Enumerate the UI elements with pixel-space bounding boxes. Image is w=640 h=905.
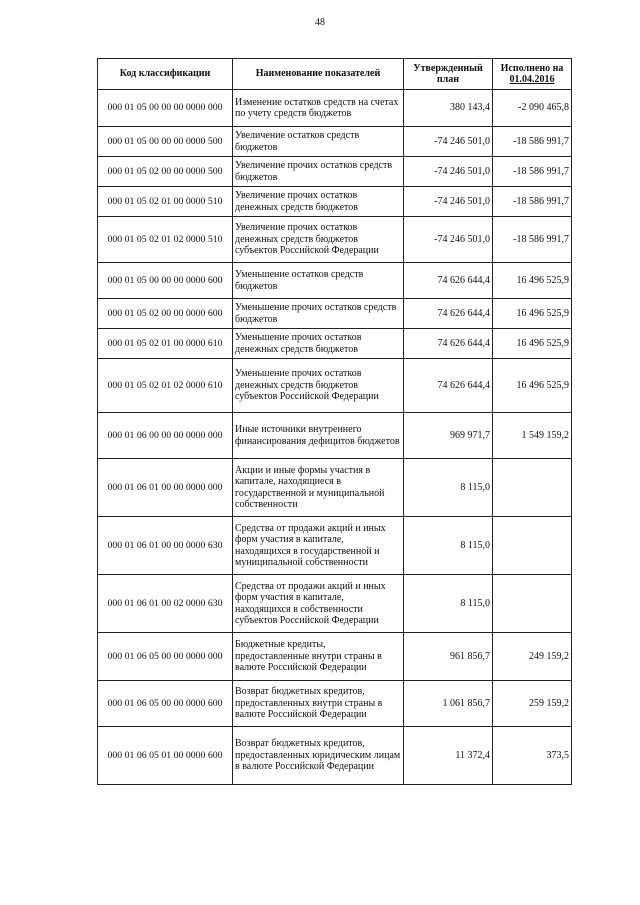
cell-name: Бюджетные кредиты, предоставленные внутри страны в валюте Российской Федерации bbox=[233, 633, 404, 681]
table-row bbox=[98, 329, 572, 359]
cell-plan: 74 626 644,4 bbox=[404, 359, 493, 413]
table-row bbox=[98, 187, 572, 217]
cell-executed: -2 090 465,8 bbox=[493, 90, 572, 127]
cell-code: 000 01 06 01 00 00 0000 630 bbox=[98, 517, 233, 575]
cell-executed: -18 586 991,7 bbox=[493, 217, 572, 263]
cell-name: Уменьшение прочих остатков денежных средств бюджетов субъектов Российской Федерации bbox=[233, 359, 404, 413]
cell-name: Уменьшение прочих остатков денежных средств бюджетов bbox=[233, 329, 404, 359]
cell-executed: 373,5 bbox=[493, 727, 572, 785]
table-row bbox=[98, 263, 572, 299]
table-row bbox=[98, 359, 572, 413]
table-row bbox=[98, 90, 572, 127]
cell-code: 000 01 05 02 00 00 0000 500 bbox=[98, 157, 233, 187]
table-row bbox=[98, 517, 572, 575]
table-row bbox=[98, 681, 572, 727]
cell-code: 000 01 06 05 00 00 0000 600 bbox=[98, 681, 233, 727]
cell-executed: -18 586 991,7 bbox=[493, 127, 572, 157]
cell-code: 000 01 05 00 00 00 0000 500 bbox=[98, 127, 233, 157]
header-executed bbox=[493, 59, 572, 90]
cell-plan: 74 626 644,4 bbox=[404, 329, 493, 359]
cell-code: 000 01 05 00 00 00 0000 600 bbox=[98, 263, 233, 299]
cell-plan: -74 246 501,0 bbox=[404, 127, 493, 157]
cell-name: Возврат бюджетных кредитов, предоставленных юридическим лицам в валюте Российской Федерации bbox=[233, 727, 404, 785]
cell-code: 000 01 06 05 00 00 0000 000 bbox=[98, 633, 233, 681]
cell-code: 000 01 05 02 01 00 0000 610 bbox=[98, 329, 233, 359]
cell-name: Уменьшение остатков средств бюджетов bbox=[233, 263, 404, 299]
cell-plan: 8 115,0 bbox=[404, 459, 493, 517]
table-row bbox=[98, 413, 572, 459]
cell-plan: 969 971,7 bbox=[404, 413, 493, 459]
page-number: 48 bbox=[315, 17, 325, 28]
cell-code: 000 01 06 05 01 00 0000 600 bbox=[98, 727, 233, 785]
cell-executed: 259 159,2 bbox=[493, 681, 572, 727]
header-name: Наименование показателей bbox=[233, 59, 404, 90]
cell-name: Увеличение прочих остатков денежных средств бюджетов bbox=[233, 187, 404, 217]
cell-plan: 8 115,0 bbox=[404, 575, 493, 633]
table-row bbox=[98, 127, 572, 157]
table-row bbox=[98, 459, 572, 517]
cell-name: Уменьшение прочих остатков средств бюджетов bbox=[233, 299, 404, 329]
header-executed-date: 01.04.2016 bbox=[509, 74, 555, 85]
table-row bbox=[98, 157, 572, 187]
cell-executed bbox=[493, 459, 572, 517]
cell-name: Иные источники внутреннего финансирования дефицитов бюджетов bbox=[233, 413, 404, 459]
table-body bbox=[98, 90, 572, 785]
cell-executed: 1 549 159,2 bbox=[493, 413, 572, 459]
cell-code: 000 01 05 02 00 00 0000 600 bbox=[98, 299, 233, 329]
cell-code: 000 01 05 00 00 00 0000 000 bbox=[98, 90, 233, 127]
cell-executed: 16 496 525,9 bbox=[493, 329, 572, 359]
cell-name: Увеличение прочих остатков средств бюджетов bbox=[233, 157, 404, 187]
cell-name: Возврат бюджетных кредитов, предоставленных внутри страны в валюте Российской Федерации bbox=[233, 681, 404, 727]
cell-plan: -74 246 501,0 bbox=[404, 157, 493, 187]
table-row bbox=[98, 217, 572, 263]
header-code: Код классификации bbox=[98, 59, 233, 90]
table-row bbox=[98, 299, 572, 329]
cell-code: 000 01 06 01 00 00 0000 000 bbox=[98, 459, 233, 517]
cell-executed: -18 586 991,7 bbox=[493, 157, 572, 187]
cell-name: Изменение остатков средств на счетах по учету средств бюджетов bbox=[233, 90, 404, 127]
header-executed-label: Исполнено на bbox=[500, 62, 564, 74]
table-row bbox=[98, 633, 572, 681]
cell-executed: 16 496 525,9 bbox=[493, 299, 572, 329]
cell-code: 000 01 06 01 00 02 0000 630 bbox=[98, 575, 233, 633]
cell-code: 000 01 05 02 01 00 0000 510 bbox=[98, 187, 233, 217]
cell-plan: 8 115,0 bbox=[404, 517, 493, 575]
cell-plan: -74 246 501,0 bbox=[404, 187, 493, 217]
table-header-row bbox=[98, 59, 572, 90]
cell-code: 000 01 05 02 01 02 0000 610 bbox=[98, 359, 233, 413]
cell-executed: -18 586 991,7 bbox=[493, 187, 572, 217]
cell-plan: -74 246 501,0 bbox=[404, 217, 493, 263]
cell-plan: 74 626 644,4 bbox=[404, 299, 493, 329]
cell-plan: 1 061 856,7 bbox=[404, 681, 493, 727]
cell-plan: 74 626 644,4 bbox=[404, 263, 493, 299]
cell-executed bbox=[493, 575, 572, 633]
cell-name: Увеличение остатков средств бюджетов bbox=[233, 127, 404, 157]
cell-name: Акции и иные формы участия в капитале, находящиеся в государственной и муниципальной собственности bbox=[233, 459, 404, 517]
cell-executed: 249 159,2 bbox=[493, 633, 572, 681]
cell-name: Увеличение прочих остатков денежных средств бюджетов субъектов Российской Федерации bbox=[233, 217, 404, 263]
cell-plan: 961 856,7 bbox=[404, 633, 493, 681]
cell-name: Средства от продажи акций и иных форм участия в капитале, находящихся в государственной и муниципальной собственности bbox=[233, 517, 404, 575]
cell-plan: 11 372,4 bbox=[404, 727, 493, 785]
table-row bbox=[98, 575, 572, 633]
cell-executed: 16 496 525,9 bbox=[493, 263, 572, 299]
cell-name: Средства от продажи акций и иных форм участия в капитале, находящихся в собственности субъектов Российской Федерации bbox=[233, 575, 404, 633]
header-plan: Утвержденный план bbox=[404, 59, 493, 90]
cell-plan: 380 143,4 bbox=[404, 90, 493, 127]
table-row bbox=[98, 727, 572, 785]
cell-executed: 16 496 525,9 bbox=[493, 359, 572, 413]
budget-sources-table bbox=[97, 58, 572, 785]
cell-executed bbox=[493, 517, 572, 575]
cell-code: 000 01 06 00 00 00 0000 000 bbox=[98, 413, 233, 459]
cell-code: 000 01 05 02 01 02 0000 510 bbox=[98, 217, 233, 263]
